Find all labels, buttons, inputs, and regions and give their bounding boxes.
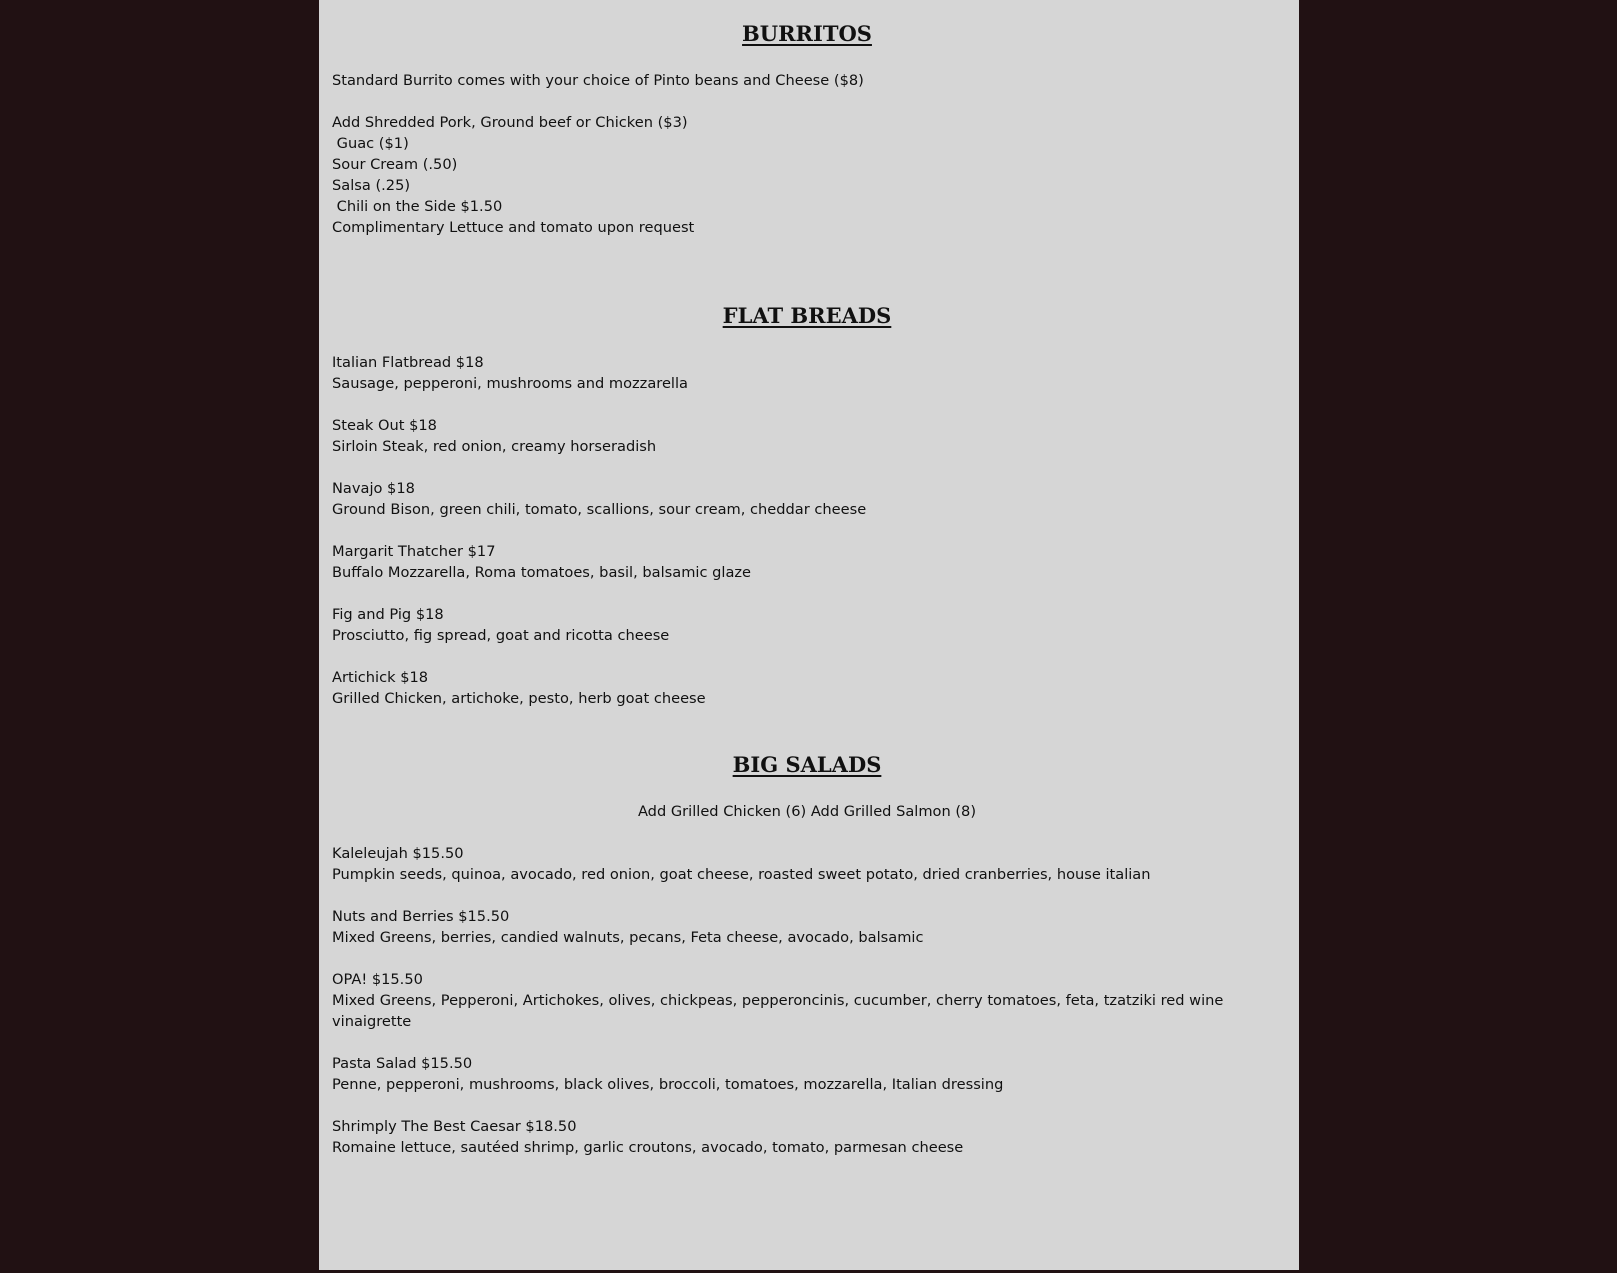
- flatbread-name: Artichick $18: [332, 669, 429, 686]
- burritos-heading: BURRITOS: [742, 21, 872, 46]
- flatbread-name: Margarit Thatcher $17: [332, 543, 496, 560]
- flatbread-desc: Grilled Chicken, artichoke, pesto, herb goat cheese: [332, 690, 706, 707]
- burrito-line: Standard Burrito comes with your choice of Pinto beans and Cheese ($8): [332, 72, 864, 89]
- salad-desc: Pumpkin seeds, quinoa, avocado, red onion, goat cheese, roasted sweet potato, dried cranberries, house italian: [332, 866, 1151, 883]
- salad-name: Pasta Salad $15.50: [332, 1055, 473, 1072]
- salad-desc: Mixed Greens, Pepperoni, Artichokes, olives, chickpeas, pepperoncinis, cucumber, cherry tomatoes, feta, tzatziki red wine vinaigrette: [332, 992, 1224, 1030]
- burrito-line: Chili on the Side $1.50: [332, 198, 503, 215]
- salad-desc: Penne, pepperoni, mushrooms, black olives, broccoli, tomatoes, mozzarella, Italian dressing: [332, 1076, 1004, 1093]
- burrito-line: Add Shredded Pork, Ground beef or Chicken ($3): [332, 114, 688, 131]
- burrito-line: Complimentary Lettuce and tomato upon request: [332, 219, 695, 236]
- burrito-line: Salsa (.25): [332, 177, 411, 194]
- flatbread-name: Fig and Pig $18: [332, 606, 444, 623]
- flatbread-desc: Buffalo Mozzarella, Roma tomatoes, basil, balsamic glaze: [332, 564, 752, 581]
- salad-desc: Mixed Greens, berries, candied walnuts, pecans, Feta cheese, avocado, balsamic: [332, 929, 924, 946]
- flatbreads-heading: FLAT BREADS: [722, 303, 892, 328]
- salad-desc: Romaine lettuce, sautéed shrimp, garlic croutons, avocado, tomato, parmesan cheese: [332, 1139, 964, 1156]
- flatbread-desc: Sausage, pepperoni, mushrooms and mozzarella: [332, 375, 688, 392]
- flatbread-name: Italian Flatbread $18: [332, 354, 484, 371]
- burrito-line: Sour Cream (.50): [332, 156, 458, 173]
- flatbread-name: Navajo $18: [332, 480, 415, 497]
- flatbread-desc: Sirloin Steak, red onion, creamy horseradish: [332, 438, 657, 455]
- salad-name: Nuts and Berries $15.50: [332, 908, 510, 925]
- salads-heading: BIG SALADS: [732, 752, 882, 777]
- flatbread-desc: Prosciutto, fig spread, goat and ricotta cheese: [332, 627, 670, 644]
- flatbread-desc: Ground Bison, green chili, tomato, scallions, sour cream, cheddar cheese: [332, 501, 867, 518]
- salad-name: Kaleleujah $15.50: [332, 845, 464, 862]
- burrito-line: Guac ($1): [332, 135, 409, 152]
- salad-name: OPA! $15.50: [332, 971, 423, 988]
- flatbread-name: Steak Out $18: [332, 417, 437, 434]
- menu-page: [319, 0, 1299, 1270]
- salad-addons: Add Grilled Chicken (6) Add Grilled Salmon (8): [637, 803, 977, 820]
- salad-name: Shrimply The Best Caesar $18.50: [332, 1118, 577, 1135]
